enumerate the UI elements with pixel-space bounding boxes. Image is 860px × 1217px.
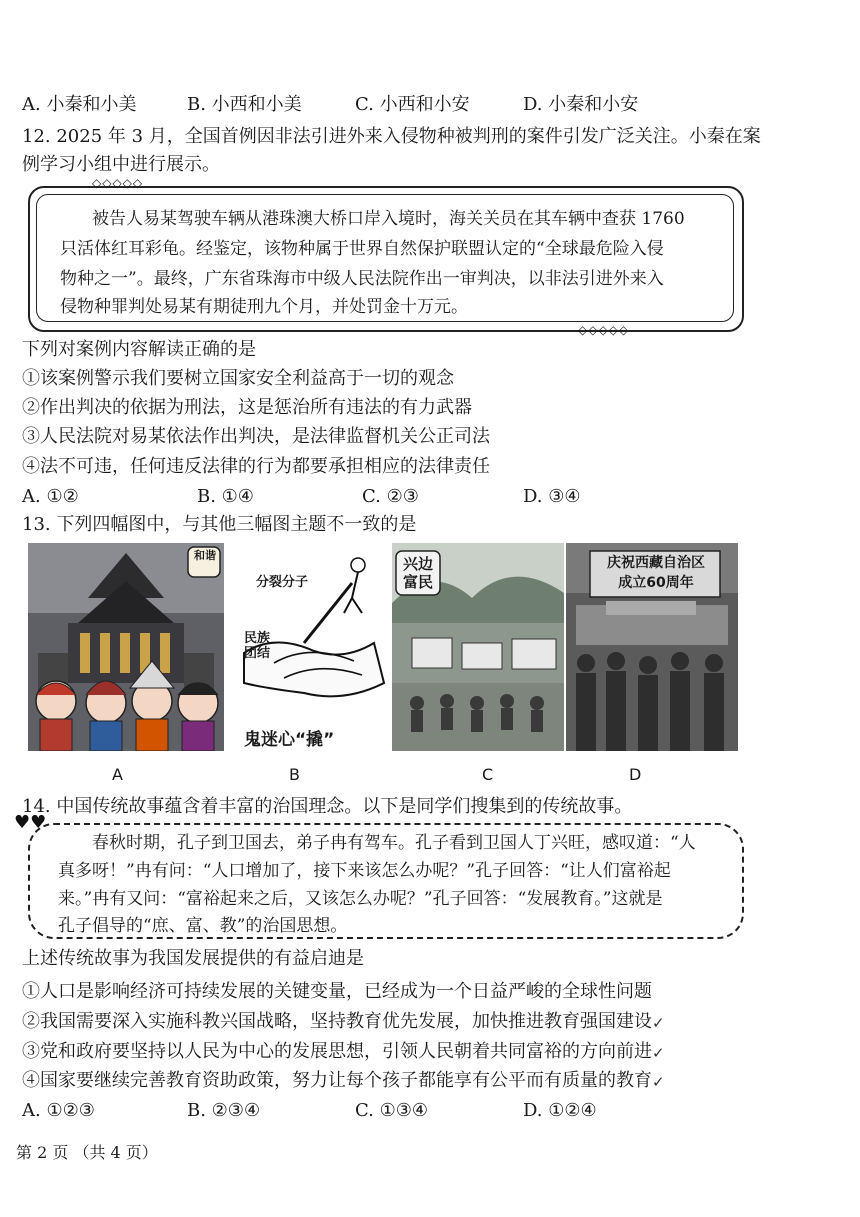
- q11-option-d: D. 小秦和小安: [523, 94, 639, 115]
- panel-c-sign: 兴边富民: [402, 555, 433, 591]
- q11-option-c: C. 小西和小安: [355, 94, 470, 115]
- q12-option-b: B. ①④: [197, 486, 254, 507]
- q14-option-b: B. ②③④: [187, 1100, 261, 1121]
- case-line-2: 只活体红耳彩龟。经鉴定，该物种属于世界自然保护联盟认定的“全球最危险入侵: [60, 239, 664, 259]
- case-line-1: 被告人易某驾驶车辆从港珠澳大桥口岸入境时，海关关员在其车辆中查获 1760: [92, 209, 685, 229]
- q14-stem: 14. 中国传统故事蕴含着丰富的治国理念。以下是同学们搜集到的传统故事。: [22, 796, 633, 817]
- q12-statement-3: ③人民法院对易某依法作出判决，是法律监督机关公正司法: [22, 426, 490, 447]
- panel-a-image: [28, 543, 224, 751]
- q12-statement-4: ④法不可违，任何违反法律的行为都要承担相应的法律责任: [22, 456, 490, 477]
- caption-b: B: [289, 765, 300, 784]
- q12-option-c: C. ②③: [362, 486, 419, 507]
- caption-d: D: [629, 765, 642, 784]
- panel-a-badge: 和谐: [194, 549, 216, 562]
- panel-d-banner-line1: 庆祝西藏自治区: [607, 555, 705, 571]
- story-line-2: 真多呀！”冉有问：“人口增加了，接下来该怎么办呢？”孔子回答：“让人们富裕起: [58, 861, 671, 881]
- case-line-4: 侵物种罪判处易某有期徒刑九个月，并处罚金十万元。: [60, 297, 468, 317]
- q14-statement-3: ③党和政府要坚持以人民为中心的发展思想，引领人民朝着共同富裕的方向前进: [22, 1041, 652, 1062]
- check-mark-icon: ✓: [652, 1044, 665, 1062]
- q12-statement-1: ①该案例警示我们要树立国家安全利益高于一切的观念: [22, 368, 454, 389]
- q14-statement-1: ①人口是影响经济可持续发展的关键变量，已经成为一个日益严峻的全球性问题: [22, 981, 652, 1002]
- q14-option-c: C. ①③④: [355, 1100, 428, 1121]
- story-line-4: 孔子倡导的“庶、富、教”的治国思想。: [58, 916, 348, 936]
- panel-d-image: [566, 543, 738, 751]
- case-line-3: 物种之一”。最终，广东省珠海市中级人民法院作出一审判决，以非法引进外来入: [60, 269, 664, 289]
- q12-stem-line1: 12. 2025 年 3 月，全国首例因非法引进外来入侵物种被判刑的案件引发广泛关注。小秦在案: [22, 126, 761, 147]
- diamond-ornament-top: ◇◇◇◇◇: [92, 176, 144, 190]
- panel-b-label-top: 分裂分子: [256, 575, 309, 590]
- q14-option-a: A. ①②③: [22, 1100, 95, 1121]
- q12-option-a: A. ①②: [22, 486, 79, 507]
- panel-c-image: [392, 543, 564, 751]
- q14-statement-2: ②我国需要深入实施科教兴国战略，坚持教育优先发展，加快推进教育强国建设: [22, 1011, 652, 1032]
- q12-option-d: D. ③④: [523, 486, 581, 507]
- diamond-ornament-bottom: ◇◇◇◇◇: [578, 323, 630, 337]
- check-mark-icon: ✓: [652, 1073, 665, 1091]
- page-footer: 第 2 页 （共 4 页）: [16, 1143, 158, 1162]
- story-line-3: 来。”冉有又问：“富裕起来之后，又该怎么办呢？”孔子回答：“发展教育。”这就是: [58, 889, 663, 909]
- q13-stem: 13. 下列四幅图中，与其他三幅图主题不一致的是: [22, 514, 417, 535]
- q14-option-d: D. ①②④: [523, 1100, 597, 1121]
- q14-question: 上述传统故事为我国发展提供的有益启迪是: [22, 948, 364, 969]
- q12-stem-line2: 例学习小组中进行展示。: [22, 154, 220, 175]
- q12-question: 下列对案例内容解读正确的是: [22, 339, 256, 360]
- q12-statement-2: ②作出判决的依据为刑法，这是惩治所有违法的有力武器: [22, 397, 472, 418]
- check-mark-icon: ✓: [652, 1014, 665, 1032]
- hearts-icon: ♥♥: [14, 812, 47, 833]
- caption-c: C: [482, 765, 494, 784]
- panel-d-banner-line2: 成立60周年: [618, 575, 694, 591]
- panel-b-image: [234, 543, 386, 751]
- panel-b-caption: 鬼迷心“撬”: [244, 730, 335, 750]
- panel-b-label-hands: 民族团结: [244, 631, 271, 661]
- story-line-1: 春秋时期，孔子到卫国去，弟子冉有驾车。孔子看到卫国人丁兴旺，感叹道：“人: [92, 833, 696, 853]
- q11-option-a: A. 小秦和小美: [22, 94, 137, 115]
- q11-option-b: B. 小西和小美: [187, 94, 302, 115]
- q14-statement-4: ④国家要继续完善教育资助政策，努力让每个孩子都能享有公平而有质量的教育: [22, 1070, 652, 1091]
- caption-a: A: [112, 765, 123, 784]
